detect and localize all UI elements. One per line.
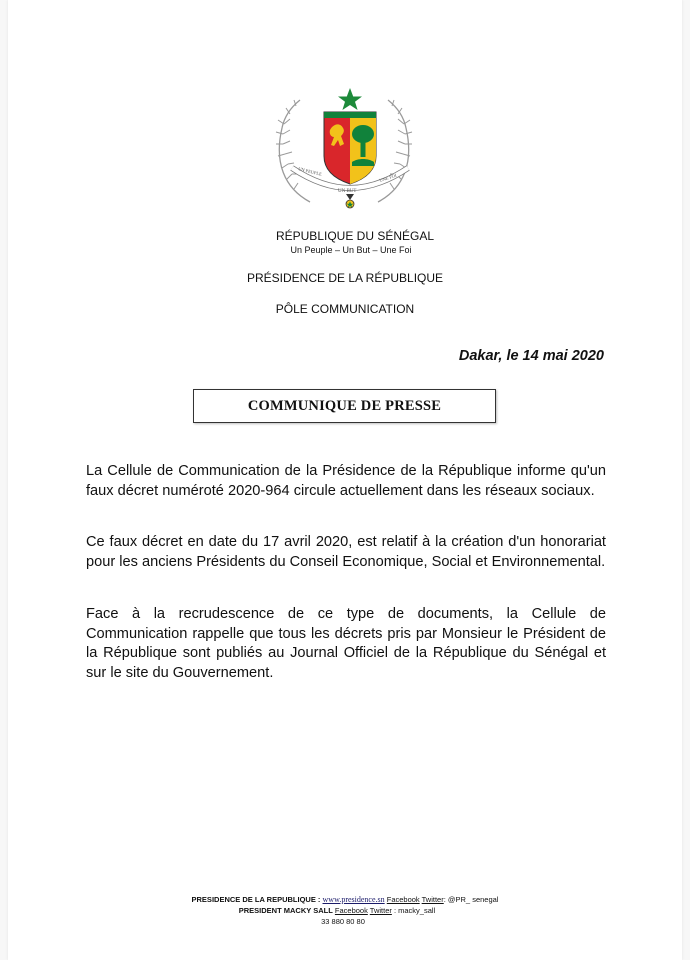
pole-heading: PÔLE COMMUNICATION — [275, 302, 415, 316]
press-release-title-box — [193, 389, 496, 423]
facebook-link[interactable]: Facebook — [386, 895, 420, 904]
press-release-title: COMMUNIQUE DE PRESSE — [247, 397, 442, 414]
ribbon-left-text: UN PEUPLE — [297, 166, 323, 177]
national-motto: Un Peuple – Un But – Une Foi — [290, 245, 412, 255]
twitter-handle: : @PR_ senegal — [443, 895, 499, 904]
facebook-link[interactable]: Facebook — [334, 906, 368, 915]
paragraph: La Cellule de Communication de la Présidence de la République informe qu'un faux décret numéroté 2020-964 circule actuellement dans les réseaux sociaux. — [86, 463, 606, 499]
presidency-heading: PRÉSIDENCE DE LA RÉPUBLIQUE — [246, 271, 444, 285]
republic-heading: RÉPUBLIQUE DU SÉNÉGAL — [275, 229, 435, 243]
coat-of-arms-emblem — [270, 84, 418, 212]
twitter-handle: : macky_sall — [393, 906, 436, 915]
footer-line-presidency — [0, 895, 690, 905]
document-date: Dakar, le 14 mai 2020 — [458, 348, 604, 364]
footer-president-label: PRESIDENT MACKY SALL — [238, 906, 333, 915]
ribbon-center-text: UN BUT — [338, 189, 357, 194]
paragraph: Face à la recrudescence de ce type de documents, la Cellule de Communication rappelle que tous les décrets pris par Monsieur le Président de la République sont publiés au Journal Officiel de la République du Sénégal et sur le site du Gouvernement. — [86, 606, 606, 681]
twitter-link[interactable]: Twitter — [369, 906, 392, 915]
footer-line-president — [0, 906, 682, 916]
footer-phone: 33 880 80 80 — [321, 917, 365, 926]
ribbon-right-text: UNE FOI — [378, 172, 398, 183]
footer-presidency-label: PRESIDENCE DE LA REPUBLIQUE : — [191, 895, 321, 904]
website-link[interactable]: www.presidence.sn — [322, 895, 385, 904]
paragraph: Ce faux décret en date du 17 avril 2020, est relatif à la création d'un honorariat pour les anciens Présidents du Conseil Economique, Social et Environnemental. — [86, 534, 606, 570]
twitter-link[interactable]: Twitter — [421, 895, 444, 904]
